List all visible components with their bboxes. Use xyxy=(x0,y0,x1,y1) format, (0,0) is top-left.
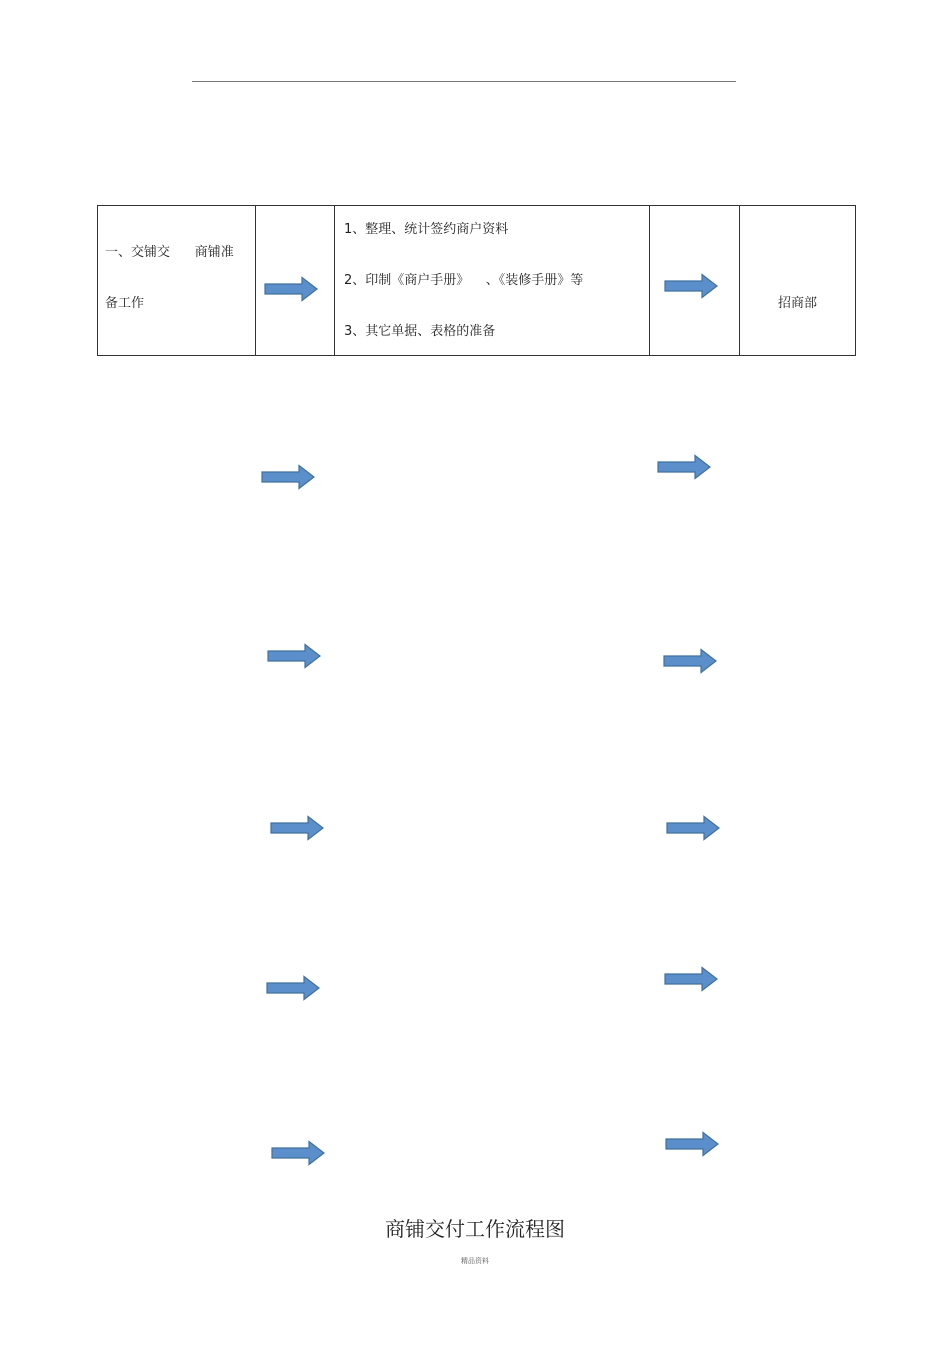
right-arrow-icon xyxy=(270,815,324,841)
task-cell xyxy=(98,206,256,356)
right-arrow-icon xyxy=(665,1131,719,1157)
right-arrow-icon xyxy=(266,975,320,1001)
right-arrow-icon xyxy=(663,648,717,674)
items-cell xyxy=(335,206,650,356)
item-line-2: 2、印制《商户手册》 、《装修手册》等 xyxy=(344,273,584,288)
right-arrow-icon xyxy=(267,643,321,669)
task-title-line-2: 备工作 xyxy=(105,296,145,311)
item-line-1: 1、整理、统计签约商户资料 xyxy=(344,222,509,237)
right-arrow-icon xyxy=(264,276,318,302)
right-arrow-icon xyxy=(664,966,718,992)
right-arrow-icon xyxy=(666,815,720,841)
department-cell xyxy=(740,206,856,356)
flow-table-row-1 xyxy=(97,205,856,356)
item-line-3: 3、其它单据、表格的准备 xyxy=(344,324,496,339)
header-rule xyxy=(192,81,736,82)
right-arrow-icon xyxy=(271,1140,325,1166)
task-title-line-1: 一、交铺交 商铺准 xyxy=(105,245,234,260)
right-arrow-icon xyxy=(261,464,315,490)
department-label: 招商部 xyxy=(777,296,817,311)
footer-note: 精品资料 xyxy=(461,1257,489,1265)
table-row xyxy=(98,206,856,356)
right-arrow-icon xyxy=(664,273,718,299)
right-arrow-icon xyxy=(657,454,711,480)
figure-caption: 商铺交付工作流程图 xyxy=(385,1217,565,1241)
